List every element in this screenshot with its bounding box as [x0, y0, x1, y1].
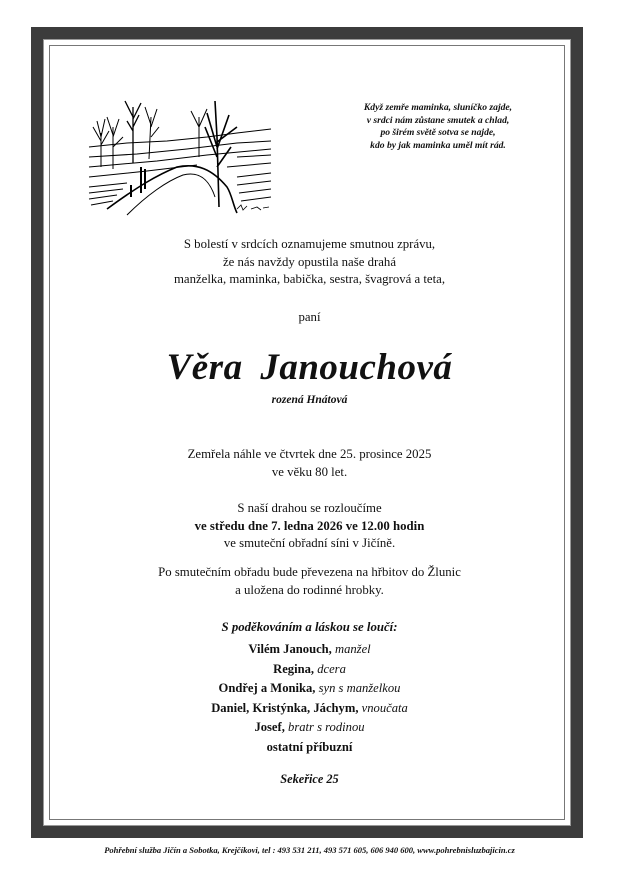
intro-line: S bolestí v srdcích oznamujeme smutnou zprávu,: [183, 237, 436, 251]
ceremony-datetime: ve středu dne 7. ledna 2026 ve 12.00 hodin: [194, 518, 425, 533]
ceremony-place: ve smuteční obřadní síni v Jičíně.: [223, 536, 396, 550]
mourner-row: [0, 640, 619, 660]
landscape-drawing: [87, 97, 273, 217]
mourner-names: Ondřej a Monika,: [218, 681, 316, 695]
mourner-row: [0, 738, 619, 758]
poem-line: kdo by jak maminka uměl mít rád.: [370, 139, 506, 151]
mourner-row: [0, 699, 619, 719]
burial-line: Po smutečním obřadu bude převezena na hřbitov do Žlunic: [158, 565, 461, 579]
mourner-row: [0, 718, 619, 738]
death-info: [0, 446, 619, 481]
age-line: ve věku 80 let.: [271, 464, 348, 479]
thanks-heading: S poděkováním a láskou se loučí:: [221, 620, 398, 634]
mourner-row: [0, 660, 619, 680]
poem-line: Když zemře maminka, sluníčko zajde,: [363, 102, 513, 113]
mourner-names: ostatní příbuzní: [266, 739, 353, 754]
residence-place: Sekeřice 25: [280, 772, 339, 786]
ceremony-intro-line: S naší drahou se rozloučíme: [237, 501, 382, 515]
announcement-intro: [0, 236, 619, 289]
burial-line: a uložena do rodinné hrobky.: [235, 582, 384, 597]
mourner-names: Daniel, Kristýnka, Jáchym,: [211, 700, 359, 715]
maiden-name: rozená Hnátová: [271, 394, 348, 406]
death-date-line: Zemřela náhle ve čtvrtek dne 25. prosince 2025: [187, 447, 432, 461]
ceremony-info: [0, 500, 619, 553]
mourner-relation: vnoučata: [361, 700, 408, 715]
mourner-names: Vilém Janouch,: [248, 642, 332, 656]
poem-line: po širém světě sotva se najde,: [380, 127, 496, 138]
intro-line: manželka, maminka, babička, sestra, švagrová a teta,: [173, 272, 446, 286]
burial-info: [0, 564, 619, 599]
address-word: paní: [298, 310, 321, 324]
poem-line: v srdci nám zůstane smutek a chlad,: [366, 114, 510, 126]
intro-line: že nás navždy opustila naše drahá: [222, 254, 397, 269]
mourner-relation: dcera: [317, 661, 346, 676]
mourner-relation: bratr s rodinou: [288, 720, 365, 734]
mourner-relation: syn s manželkou: [318, 681, 401, 695]
mourner-names: Regina,: [273, 661, 315, 676]
mourner-row: [0, 679, 619, 699]
memorial-poem: [338, 102, 538, 152]
mourner-relation: manžel: [334, 642, 371, 656]
deceased-name: Věra Janouchová: [166, 347, 453, 388]
mourners-list: [0, 640, 619, 757]
funeral-service-footer: Pohřební služba Jičín a Sobotka, Krejčíkovi, tel : 493 531 211, 493 571 605, 606 940 600, www.pohrebnisluzbajicin.cz: [104, 845, 515, 855]
mourner-names: Josef,: [254, 720, 285, 734]
